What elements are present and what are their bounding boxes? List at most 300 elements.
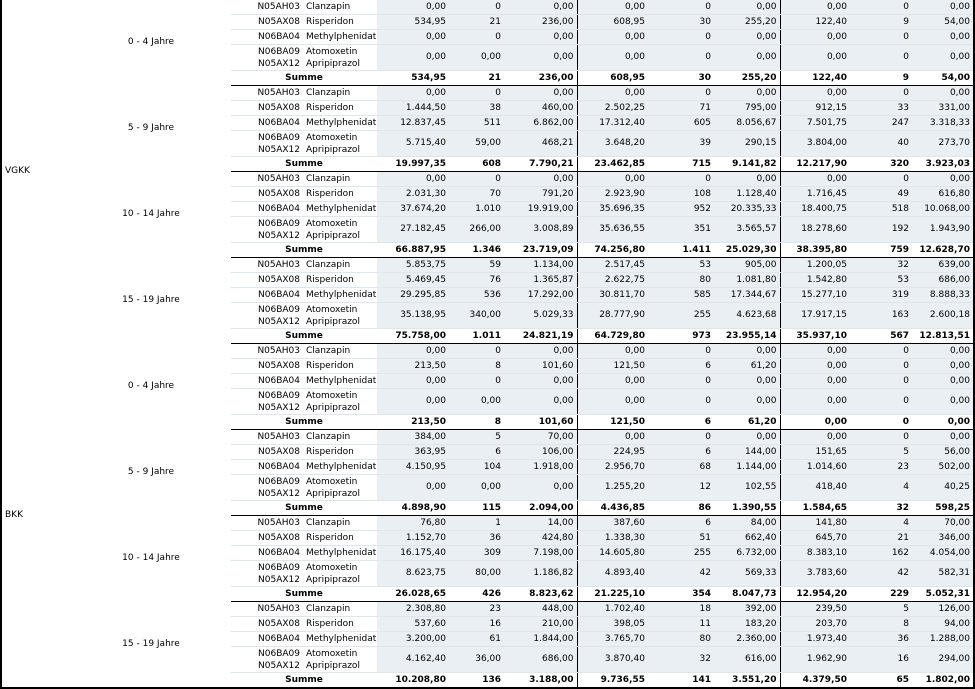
value-cell: 0 bbox=[648, 86, 714, 101]
summe-value: 23.955,14 bbox=[714, 329, 780, 344]
value-cell: 511 bbox=[449, 116, 504, 131]
age-group-label: 5 - 9 Jahre bbox=[127, 467, 175, 477]
value-cell: 18 bbox=[648, 602, 714, 617]
value-cell: 309 bbox=[449, 546, 504, 561]
value-cell: 236,00 bbox=[504, 15, 577, 30]
value-cell: 0 bbox=[850, 374, 912, 389]
atc-code: N06BA04 bbox=[258, 203, 300, 214]
value-cell: 0,00 bbox=[577, 430, 648, 445]
value-cell: 4 bbox=[850, 475, 912, 501]
value-cell: 16 bbox=[449, 617, 504, 632]
value-cell: 2.622,75 bbox=[577, 273, 648, 288]
value-cell: 290,15 bbox=[714, 131, 780, 157]
value-cell: 2.517,45 bbox=[577, 258, 648, 273]
value-cell: 0,00 bbox=[377, 30, 449, 45]
table-row bbox=[1, 258, 974, 273]
drug-name: Methylphenidat bbox=[306, 633, 377, 644]
table-row bbox=[1, 172, 974, 187]
atc-code-cell bbox=[231, 546, 303, 561]
summe-value: 141 bbox=[648, 673, 714, 689]
value-cell: 912,15 bbox=[780, 101, 850, 116]
value-cell: 0,00 bbox=[504, 344, 577, 359]
summe-value: 30 bbox=[648, 71, 714, 86]
age-group-label: 15 - 19 Jahre bbox=[122, 295, 180, 305]
value-cell: 6 bbox=[449, 445, 504, 460]
drug-name-cell bbox=[303, 460, 377, 475]
value-cell: 102,55 bbox=[714, 475, 780, 501]
value-cell: 1.542,80 bbox=[780, 273, 850, 288]
drug-name-cell bbox=[303, 258, 377, 273]
value-cell: 1.128,40 bbox=[714, 187, 780, 202]
summe-label: Summe bbox=[231, 415, 377, 430]
atc-code: N06BA09 bbox=[258, 648, 300, 659]
atc-code: N05AH03 bbox=[257, 173, 300, 184]
value-cell: 21 bbox=[449, 15, 504, 30]
drug-name: Atomoxetin bbox=[306, 304, 358, 315]
summe-value: 7.790,21 bbox=[504, 157, 577, 172]
value-cell: 23 bbox=[449, 602, 504, 617]
summe-value: 0,00 bbox=[780, 415, 850, 430]
value-cell: 1.144,00 bbox=[714, 460, 780, 475]
value-cell: 14,00 bbox=[504, 516, 577, 531]
value-cell: 0 bbox=[449, 0, 504, 15]
value-cell: 0,00 bbox=[714, 86, 780, 101]
drug-name-cell bbox=[303, 445, 377, 460]
value-cell: 6.862,00 bbox=[504, 116, 577, 131]
value-cell: 247 bbox=[850, 116, 912, 131]
summe-value: 8.047,73 bbox=[714, 587, 780, 602]
value-cell: 8.056,67 bbox=[714, 116, 780, 131]
value-cell: 1.288,00 bbox=[912, 632, 974, 647]
atc-code: N06BA04 bbox=[258, 547, 300, 558]
summe-value: 12.813,51 bbox=[912, 329, 974, 344]
value-cell: 94,00 bbox=[912, 617, 974, 632]
value-cell: 0,00 bbox=[504, 30, 577, 45]
value-cell: 0,00 bbox=[714, 172, 780, 187]
value-cell: 4.162,40 bbox=[377, 647, 449, 673]
summe-value: 21.225,10 bbox=[577, 587, 648, 602]
value-cell: 616,80 bbox=[912, 187, 974, 202]
value-cell: 239,50 bbox=[780, 602, 850, 617]
drug-name: Clanzapin bbox=[306, 259, 351, 270]
value-cell: 80 bbox=[648, 273, 714, 288]
atc-code-cell bbox=[231, 617, 303, 632]
value-cell: 4 bbox=[850, 516, 912, 531]
value-cell: 0,00 bbox=[912, 374, 974, 389]
atc-code-cell bbox=[231, 217, 303, 243]
drug-name-cell bbox=[303, 602, 377, 617]
atc-code: N05AX08 bbox=[258, 188, 300, 199]
atc-code-cell bbox=[231, 475, 303, 501]
value-cell: 10.068,00 bbox=[912, 202, 974, 217]
value-cell: 30 bbox=[648, 15, 714, 30]
atc-code: N06BA04 bbox=[258, 633, 300, 644]
value-cell: 5 bbox=[449, 430, 504, 445]
value-cell: 56,00 bbox=[912, 445, 974, 460]
drug-name-cell bbox=[303, 374, 377, 389]
value-cell: 0,00 bbox=[577, 45, 648, 71]
atc-code: N06BA04 bbox=[258, 289, 300, 300]
value-cell: 0 bbox=[648, 430, 714, 445]
value-cell: 1.200,05 bbox=[780, 258, 850, 273]
atc-code-cell bbox=[231, 632, 303, 647]
atc-code-cell bbox=[231, 131, 303, 157]
atc-code-cell bbox=[231, 187, 303, 202]
value-cell: 0,00 bbox=[912, 45, 974, 71]
atc-code: N05AH03 bbox=[257, 431, 300, 442]
summe-value: 23.462,85 bbox=[577, 157, 648, 172]
atc-code: N06BA09 bbox=[258, 132, 300, 143]
atc-code-cell bbox=[231, 0, 303, 15]
value-cell: 49 bbox=[850, 187, 912, 202]
atc-code: N06BA04 bbox=[258, 375, 300, 386]
value-cell: 0,00 bbox=[714, 430, 780, 445]
value-cell: 0,00 bbox=[377, 45, 449, 71]
value-cell: 0,00 bbox=[714, 374, 780, 389]
drug-name: Risperidon bbox=[306, 532, 354, 543]
value-cell: 20.335,33 bbox=[714, 202, 780, 217]
atc-code: N05AX08 bbox=[258, 446, 300, 457]
age-group-label: 15 - 19 Jahre bbox=[122, 638, 180, 649]
value-cell: 0,00 bbox=[714, 30, 780, 45]
value-cell: 0,00 bbox=[912, 0, 974, 15]
value-cell: 5.853,75 bbox=[377, 258, 449, 273]
atc-code-cell bbox=[231, 15, 303, 30]
value-cell: 0 bbox=[648, 172, 714, 187]
value-cell: 1.134,00 bbox=[504, 258, 577, 273]
value-cell: 0,00 bbox=[912, 389, 974, 415]
drug-name-cell bbox=[303, 30, 377, 45]
table-row bbox=[1, 86, 974, 101]
value-cell: 17.312,40 bbox=[577, 116, 648, 131]
summe-value: 115 bbox=[449, 501, 504, 516]
value-cell: 2.360,00 bbox=[714, 632, 780, 647]
summe-value: 3.551,20 bbox=[714, 673, 780, 689]
value-cell: 3.765,70 bbox=[577, 632, 648, 647]
value-cell: 59 bbox=[449, 258, 504, 273]
summe-value: 255,20 bbox=[714, 71, 780, 86]
drug-name-cell bbox=[303, 632, 377, 647]
drug-name: Methylphenidat bbox=[306, 31, 377, 42]
summe-value: 38.395,80 bbox=[780, 243, 850, 258]
summe-value: 86 bbox=[648, 501, 714, 516]
atc-code: N06BA09 bbox=[258, 218, 300, 229]
value-cell: 582,31 bbox=[912, 561, 974, 587]
value-cell: 9 bbox=[850, 15, 912, 30]
drug-name-cell bbox=[303, 516, 377, 531]
value-cell: 2.308,80 bbox=[377, 602, 449, 617]
value-cell: 70,00 bbox=[504, 430, 577, 445]
value-cell: 1.943,90 bbox=[912, 217, 974, 243]
value-cell: 36,00 bbox=[449, 647, 504, 673]
atc-code-cell bbox=[231, 303, 303, 329]
summe-value: 66.887,95 bbox=[377, 243, 449, 258]
value-cell: 0,00 bbox=[714, 344, 780, 359]
value-cell: 38 bbox=[449, 101, 504, 116]
value-cell: 5 bbox=[850, 602, 912, 617]
value-cell: 346,00 bbox=[912, 531, 974, 546]
summe-value: 8.823,62 bbox=[504, 587, 577, 602]
value-cell: 536 bbox=[449, 288, 504, 303]
summe-value: 1.411 bbox=[648, 243, 714, 258]
table-row bbox=[1, 602, 974, 617]
summe-value: 426 bbox=[449, 587, 504, 602]
value-cell: 5.469,45 bbox=[377, 273, 449, 288]
table-row bbox=[1, 344, 974, 359]
value-cell: 141,80 bbox=[780, 516, 850, 531]
atc-code: N06BA09 bbox=[258, 46, 300, 57]
drug-name-cell bbox=[303, 172, 377, 187]
value-cell: 1.255,20 bbox=[577, 475, 648, 501]
drug-name-cell bbox=[303, 101, 377, 116]
value-cell: 5.715,40 bbox=[377, 131, 449, 157]
value-cell: 59,00 bbox=[449, 131, 504, 157]
age-group-label: 0 - 4 Jahre bbox=[127, 381, 175, 391]
summe-value: 35.937,10 bbox=[780, 329, 850, 344]
drug-name-cell bbox=[303, 389, 377, 415]
value-cell: 17.344,67 bbox=[714, 288, 780, 303]
value-cell: 518 bbox=[850, 202, 912, 217]
drug-name: Apripiprazol bbox=[306, 574, 360, 585]
drug-name: Clanzapin bbox=[306, 431, 351, 442]
value-cell: 144,00 bbox=[714, 445, 780, 460]
summe-value: 25.029,30 bbox=[714, 243, 780, 258]
summe-value: 9.736,55 bbox=[577, 673, 648, 689]
value-cell: 468,21 bbox=[504, 131, 577, 157]
value-cell: 0,00 bbox=[780, 374, 850, 389]
drug-name-cell bbox=[303, 344, 377, 359]
value-cell: 2.923,90 bbox=[577, 187, 648, 202]
summe-value: 8 bbox=[449, 415, 504, 430]
value-cell: 68 bbox=[648, 460, 714, 475]
summe-value: 24.821,19 bbox=[504, 329, 577, 344]
value-cell: 4.054,00 bbox=[912, 546, 974, 561]
drug-name: Risperidon bbox=[306, 274, 354, 285]
value-cell: 0,00 bbox=[780, 359, 850, 374]
table-row bbox=[1, 0, 974, 15]
value-cell: 0,00 bbox=[912, 30, 974, 45]
value-cell: 36 bbox=[449, 531, 504, 546]
drug-name: Clanzapin bbox=[306, 603, 351, 614]
drug-name: Apripiprazol bbox=[306, 402, 360, 413]
value-cell: 76 bbox=[449, 273, 504, 288]
atc-code: N05AX12 bbox=[258, 402, 300, 413]
value-cell: 3.008,89 bbox=[504, 217, 577, 243]
drug-name: Risperidon bbox=[306, 360, 354, 371]
value-cell: 0 bbox=[449, 374, 504, 389]
value-cell: 14.605,80 bbox=[577, 546, 648, 561]
summe-value: 0,00 bbox=[912, 415, 974, 430]
value-cell: 686,00 bbox=[912, 273, 974, 288]
summe-value: 608,95 bbox=[577, 71, 648, 86]
drug-name: Apripiprazol bbox=[306, 144, 360, 155]
value-cell: 80,00 bbox=[449, 561, 504, 587]
value-cell: 0,00 bbox=[780, 344, 850, 359]
drug-name: Methylphenidat bbox=[306, 117, 377, 128]
value-cell: 33 bbox=[850, 101, 912, 116]
drug-name-cell bbox=[303, 273, 377, 288]
atc-code: N05AH03 bbox=[257, 603, 300, 614]
value-cell: 36 bbox=[850, 632, 912, 647]
value-cell: 340,00 bbox=[449, 303, 504, 329]
value-cell: 686,00 bbox=[504, 647, 577, 673]
summe-value: 65 bbox=[850, 673, 912, 689]
value-cell: 0,00 bbox=[577, 344, 648, 359]
drug-name: Clanzapin bbox=[306, 345, 351, 356]
drug-name-cell bbox=[303, 288, 377, 303]
value-cell: 23 bbox=[850, 460, 912, 475]
value-cell: 17.917,15 bbox=[780, 303, 850, 329]
value-cell: 18.278,60 bbox=[780, 217, 850, 243]
summe-value: 101,60 bbox=[504, 415, 577, 430]
summe-value: 973 bbox=[648, 329, 714, 344]
atc-code-cell bbox=[231, 374, 303, 389]
drug-name-cell bbox=[303, 647, 377, 673]
value-cell: 21 bbox=[850, 531, 912, 546]
summe-value: 4.379,50 bbox=[780, 673, 850, 689]
value-cell: 255 bbox=[648, 303, 714, 329]
summe-value: 136 bbox=[449, 673, 504, 689]
value-cell: 0,00 bbox=[449, 475, 504, 501]
value-cell: 162 bbox=[850, 546, 912, 561]
value-cell: 101,60 bbox=[504, 359, 577, 374]
summe-label: Summe bbox=[231, 587, 377, 602]
drug-name: Clanzapin bbox=[306, 1, 351, 12]
value-cell: 0 bbox=[648, 45, 714, 71]
value-cell: 108 bbox=[648, 187, 714, 202]
value-cell: 0,00 bbox=[912, 359, 974, 374]
value-cell: 0,00 bbox=[912, 86, 974, 101]
atc-code-cell bbox=[231, 273, 303, 288]
summe-value: 1.390,55 bbox=[714, 501, 780, 516]
value-cell: 1.716,45 bbox=[780, 187, 850, 202]
value-cell: 7.501,75 bbox=[780, 116, 850, 131]
summe-value: 64.729,80 bbox=[577, 329, 648, 344]
summe-value: 320 bbox=[850, 157, 912, 172]
value-cell: 0,00 bbox=[780, 30, 850, 45]
atc-code-cell bbox=[231, 516, 303, 531]
atc-code: N05AX12 bbox=[258, 144, 300, 155]
drug-name: Risperidon bbox=[306, 618, 354, 629]
drug-name: Methylphenidat bbox=[306, 289, 377, 300]
drug-name-cell bbox=[303, 430, 377, 445]
atc-code: N06BA04 bbox=[258, 31, 300, 42]
atc-code-cell bbox=[231, 460, 303, 475]
value-cell: 2.502,25 bbox=[577, 101, 648, 116]
drug-name: Methylphenidat bbox=[306, 461, 377, 472]
value-cell: 32 bbox=[850, 258, 912, 273]
value-cell: 608,95 bbox=[577, 15, 648, 30]
drug-name: Atomoxetin bbox=[306, 390, 358, 401]
value-cell: 106,00 bbox=[504, 445, 577, 460]
value-cell: 534,95 bbox=[377, 15, 449, 30]
summe-value: 74.256,80 bbox=[577, 243, 648, 258]
value-cell: 121,50 bbox=[577, 359, 648, 374]
drug-name: Risperidon bbox=[306, 446, 354, 457]
value-cell: 616,00 bbox=[714, 647, 780, 673]
kasse-label: VGKK bbox=[5, 166, 30, 177]
value-cell: 0,00 bbox=[780, 86, 850, 101]
value-cell: 387,60 bbox=[577, 516, 648, 531]
summe-value: 4.898,90 bbox=[377, 501, 449, 516]
value-cell: 3.870,40 bbox=[577, 647, 648, 673]
value-cell: 662,40 bbox=[714, 531, 780, 546]
atc-code: N05AX12 bbox=[258, 488, 300, 499]
atc-code: N06BA09 bbox=[258, 562, 300, 573]
summe-value: 759 bbox=[850, 243, 912, 258]
value-cell: 6 bbox=[648, 516, 714, 531]
value-cell: 0,00 bbox=[577, 0, 648, 15]
value-cell: 1.081,80 bbox=[714, 273, 780, 288]
value-cell: 213,50 bbox=[377, 359, 449, 374]
value-cell: 28.777,90 bbox=[577, 303, 648, 329]
value-cell: 35.138,95 bbox=[377, 303, 449, 329]
value-cell: 61,20 bbox=[714, 359, 780, 374]
value-cell: 0 bbox=[648, 0, 714, 15]
atc-code: N05AX08 bbox=[258, 532, 300, 543]
value-cell: 255 bbox=[648, 546, 714, 561]
summe-value: 21 bbox=[449, 71, 504, 86]
value-cell: 605 bbox=[648, 116, 714, 131]
atc-code-cell bbox=[231, 561, 303, 587]
value-cell: 569,33 bbox=[714, 561, 780, 587]
value-cell: 0 bbox=[648, 344, 714, 359]
kasse-label: BKK bbox=[5, 509, 23, 520]
value-cell: 70,00 bbox=[912, 516, 974, 531]
drug-name: Apripiprazol bbox=[306, 488, 360, 499]
drug-name: Atomoxetin bbox=[306, 46, 358, 57]
value-cell: 0,00 bbox=[377, 172, 449, 187]
value-cell: 0,00 bbox=[780, 45, 850, 71]
value-cell: 0 bbox=[850, 389, 912, 415]
value-cell: 3.804,00 bbox=[780, 131, 850, 157]
value-cell: 0 bbox=[850, 430, 912, 445]
value-cell: 266,00 bbox=[449, 217, 504, 243]
atc-code-cell bbox=[231, 45, 303, 71]
summe-value: 3.923,03 bbox=[912, 157, 974, 172]
drug-name: Apripiprazol bbox=[306, 58, 360, 69]
value-cell: 4.150,95 bbox=[377, 460, 449, 475]
value-cell: 1.444,50 bbox=[377, 101, 449, 116]
value-cell: 502,00 bbox=[912, 460, 974, 475]
value-cell: 8.623,75 bbox=[377, 561, 449, 587]
drug-name: Risperidon bbox=[306, 16, 354, 27]
summe-label: Summe bbox=[231, 243, 377, 258]
atc-code: N05AX08 bbox=[258, 274, 300, 285]
value-cell: 0 bbox=[850, 344, 912, 359]
table-row bbox=[1, 430, 974, 445]
value-cell: 0,00 bbox=[714, 0, 780, 15]
value-cell: 71 bbox=[648, 101, 714, 116]
atc-code-cell bbox=[231, 531, 303, 546]
value-cell: 0,00 bbox=[377, 374, 449, 389]
drug-name: Atomoxetin bbox=[306, 476, 358, 487]
drug-name-cell bbox=[303, 546, 377, 561]
value-cell: 795,00 bbox=[714, 101, 780, 116]
age-group-label: 0 - 4 Jahre bbox=[127, 37, 175, 48]
value-cell: 0,00 bbox=[504, 86, 577, 101]
value-cell: 0,00 bbox=[912, 344, 974, 359]
atc-code: N05AH03 bbox=[257, 517, 300, 528]
summe-label: Summe bbox=[231, 501, 377, 516]
atc-code-cell bbox=[231, 430, 303, 445]
value-cell: 0 bbox=[449, 30, 504, 45]
value-cell: 0 bbox=[449, 86, 504, 101]
value-cell: 192 bbox=[850, 217, 912, 243]
value-cell: 0,00 bbox=[780, 430, 850, 445]
value-cell: 29.295,85 bbox=[377, 288, 449, 303]
table-row bbox=[1, 516, 974, 531]
